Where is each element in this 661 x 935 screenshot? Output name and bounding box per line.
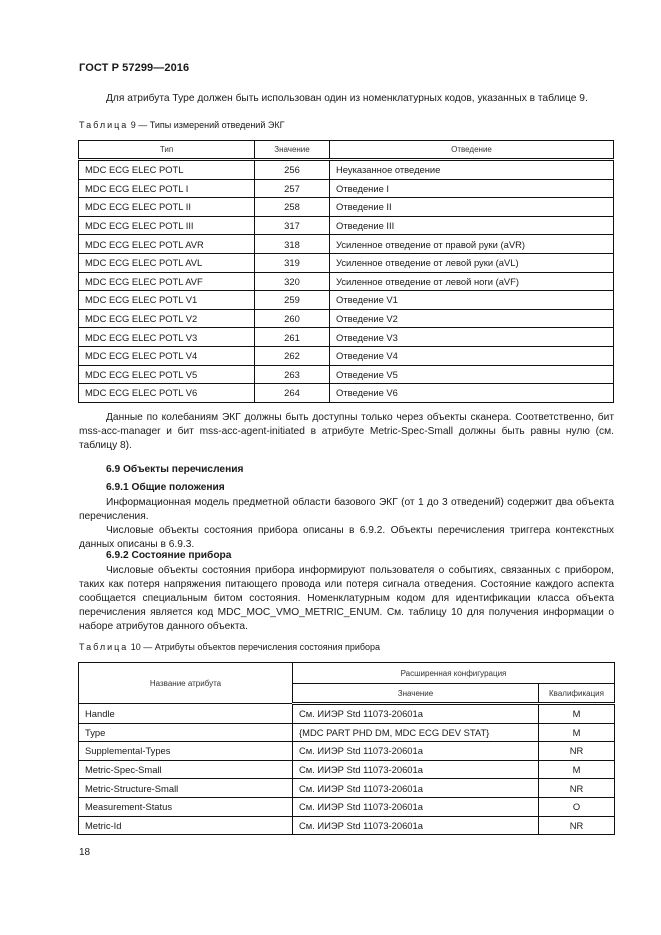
table-cell: 318 bbox=[255, 235, 330, 254]
table-cell: См. ИИЭР Std 11073-20601a bbox=[293, 779, 539, 798]
table-cell: 320 bbox=[255, 272, 330, 291]
table10-caption-label: Таблица bbox=[79, 642, 129, 652]
section-6-9-1-p1: Информационная модель предметной области базового ЭКГ (от 1 до 3 отведений) содержит два объекта перечисления. bbox=[79, 497, 614, 522]
table9-col-lead: Отведение bbox=[330, 141, 614, 160]
table-row bbox=[79, 346, 614, 365]
table-row bbox=[79, 328, 614, 347]
table-cell: MDC ECG ELEC POTL V2 bbox=[79, 309, 255, 328]
table9-col-type: Тип bbox=[79, 141, 255, 160]
table-cell: 263 bbox=[255, 365, 330, 384]
table10-device-status-attributes bbox=[78, 662, 615, 835]
table-cell: MDC ECG ELEC POTL V6 bbox=[79, 384, 255, 403]
table-cell: Отведение V2 bbox=[330, 309, 614, 328]
section-6-9-2-p1: Числовые объекты состояния прибора информируют пользователя о событиях, связанных с прибором, таких как потеря напряжения питающего провода или потеря сигнала отведения. Состояние каждого аспекта сообщается специальным битом состояния. Номенклатурным кодом для идентификации класса объекта перечисления является код MDC_MOC_VMO_METRIC_ENUM. См. таблицу 10 для получения информации о наборе атрибутов данного объекта. bbox=[79, 565, 614, 632]
section-6-9-1-p2: Числовые объекты состояния прибора описаны в 6.9.2. Объекты перечисления триггера контекстных данных описаны в 6.9.3. bbox=[79, 525, 614, 550]
table-row bbox=[79, 797, 615, 816]
table-cell: NR bbox=[539, 816, 615, 835]
table-row bbox=[79, 160, 614, 180]
table9-caption-label: Таблица bbox=[79, 120, 129, 130]
table-cell: 260 bbox=[255, 309, 330, 328]
table9-caption bbox=[79, 120, 284, 130]
table-cell: Отведение V1 bbox=[330, 291, 614, 310]
table-cell: 256 bbox=[255, 160, 330, 180]
table-row bbox=[79, 816, 615, 835]
table-row bbox=[79, 760, 615, 779]
standard-title: ГОСТ Р 57299—2016 bbox=[79, 62, 190, 74]
table-cell: MDC ECG ELEC POTL V4 bbox=[79, 346, 255, 365]
table-cell: MDC ECG ELEC POTL AVL bbox=[79, 253, 255, 272]
table9-ecg-lead-types bbox=[78, 140, 614, 403]
table-cell: Отведение III bbox=[330, 216, 614, 235]
section-6-9-1-heading: 6.9.1 Общие положения bbox=[106, 482, 225, 493]
table-cell: 258 bbox=[255, 198, 330, 217]
table10-caption bbox=[79, 642, 380, 652]
table-cell: Metric-Spec-Small bbox=[79, 760, 293, 779]
table-cell: {MDC PART PHD DM, MDC ECG DEV STAT} bbox=[293, 723, 539, 742]
table9-header-row bbox=[79, 141, 614, 160]
table-cell: MDC ECG ELEC POTL AVR bbox=[79, 235, 255, 254]
table-row bbox=[79, 235, 614, 254]
table-row bbox=[79, 253, 614, 272]
table-row bbox=[79, 742, 615, 761]
intro-paragraph: Для атрибута Type должен быть использован один из номенклатурных кодов, указанных в таблице 9. bbox=[106, 93, 588, 104]
table-cell: Отведение II bbox=[330, 198, 614, 217]
section-6-9-heading: 6.9 Объекты перечисления bbox=[106, 464, 244, 475]
table10-col-extended-config: Расширенная конфигурация bbox=[293, 663, 615, 684]
table-row bbox=[79, 309, 614, 328]
table-cell: 264 bbox=[255, 384, 330, 403]
table-cell: 319 bbox=[255, 253, 330, 272]
table-row bbox=[79, 291, 614, 310]
table-cell: 262 bbox=[255, 346, 330, 365]
table-row bbox=[79, 384, 614, 403]
table-cell: NR bbox=[539, 779, 615, 798]
table-cell: M bbox=[539, 723, 615, 742]
table-cell: Type bbox=[79, 723, 293, 742]
table-cell: O bbox=[539, 797, 615, 816]
table-cell: MDC ECG ELEC POTL V3 bbox=[79, 328, 255, 347]
table-cell: M bbox=[539, 760, 615, 779]
table-cell: NR bbox=[539, 742, 615, 761]
table-row bbox=[79, 272, 614, 291]
table-cell: M bbox=[539, 704, 615, 724]
table-cell: MDC ECG ELEC POTL II bbox=[79, 198, 255, 217]
table-row bbox=[79, 216, 614, 235]
table-cell: Усиленное отведение от левой руки (aVL) bbox=[330, 253, 614, 272]
table-cell: См. ИИЭР Std 11073-20601a bbox=[293, 704, 539, 724]
table-cell: Неуказанное отведение bbox=[330, 160, 614, 180]
table-cell: MDC ECG ELEC POTL AVF bbox=[79, 272, 255, 291]
table-cell: Measurement-Status bbox=[79, 797, 293, 816]
table-row bbox=[79, 704, 615, 724]
table-cell: MDC ECG ELEC POTL III bbox=[79, 216, 255, 235]
table-cell: Metric-Id bbox=[79, 816, 293, 835]
table-cell: Отведение V6 bbox=[330, 384, 614, 403]
table-cell: Supplemental-Types bbox=[79, 742, 293, 761]
table10-col-attr-name: Название атрибута bbox=[79, 663, 293, 704]
table-cell: Metric-Structure-Small bbox=[79, 779, 293, 798]
table-cell: См. ИИЭР Std 11073-20601a bbox=[293, 797, 539, 816]
table-row bbox=[79, 723, 615, 742]
table-cell: 259 bbox=[255, 291, 330, 310]
table-cell: 317 bbox=[255, 216, 330, 235]
table-cell: См. ИИЭР Std 11073-20601a bbox=[293, 760, 539, 779]
table10-caption-text: 10 — Атрибуты объектов перечисления состояния прибора bbox=[128, 642, 381, 652]
table-cell: MDC ECG ELEC POTL V5 bbox=[79, 365, 255, 384]
table9-caption-text: 9 — Типы измерений отведений ЭКГ bbox=[128, 120, 285, 130]
table-cell: См. ИИЭР Std 11073-20601a bbox=[293, 816, 539, 835]
section-6-9-2-heading: 6.9.2 Состояние прибора bbox=[106, 550, 232, 561]
table-cell: Усиленное отведение от правой руки (aVR) bbox=[330, 235, 614, 254]
page-number: 18 bbox=[79, 847, 91, 858]
table-cell: Отведение V3 bbox=[330, 328, 614, 347]
table-cell: Handle bbox=[79, 704, 293, 724]
table9-col-value: Значение bbox=[255, 141, 330, 160]
table-cell: 257 bbox=[255, 179, 330, 198]
table-cell: MDC ECG ELEC POTL I bbox=[79, 179, 255, 198]
table-row bbox=[79, 179, 614, 198]
table-row bbox=[79, 198, 614, 217]
table-cell: Отведение V5 bbox=[330, 365, 614, 384]
table-cell: Усиленное отведение от левой ноги (aVF) bbox=[330, 272, 614, 291]
table10-col-qualification: Квалификация bbox=[539, 684, 615, 704]
table-cell: Отведение I bbox=[330, 179, 614, 198]
table-cell: MDC ECG ELEC POTL bbox=[79, 160, 255, 180]
table-row bbox=[79, 779, 615, 798]
waveform-paragraph: Данные по колебаниям ЭКГ должны быть доступны только через объекты сканера. Соответственно, бит mss-acc-manager и бит mss-acc-agent-initiated в атрибуте Metric-Spec-Small должны быть равны нулю (см. таблицу 8). bbox=[79, 412, 614, 451]
table-cell: MDC ECG ELEC POTL V1 bbox=[79, 291, 255, 310]
table-row bbox=[79, 365, 614, 384]
table-cell: Отведение V4 bbox=[330, 346, 614, 365]
table10-col-value: Значение bbox=[293, 684, 539, 704]
table-cell: См. ИИЭР Std 11073-20601a bbox=[293, 742, 539, 761]
table10-header-row-1 bbox=[79, 663, 615, 684]
table-cell: 261 bbox=[255, 328, 330, 347]
